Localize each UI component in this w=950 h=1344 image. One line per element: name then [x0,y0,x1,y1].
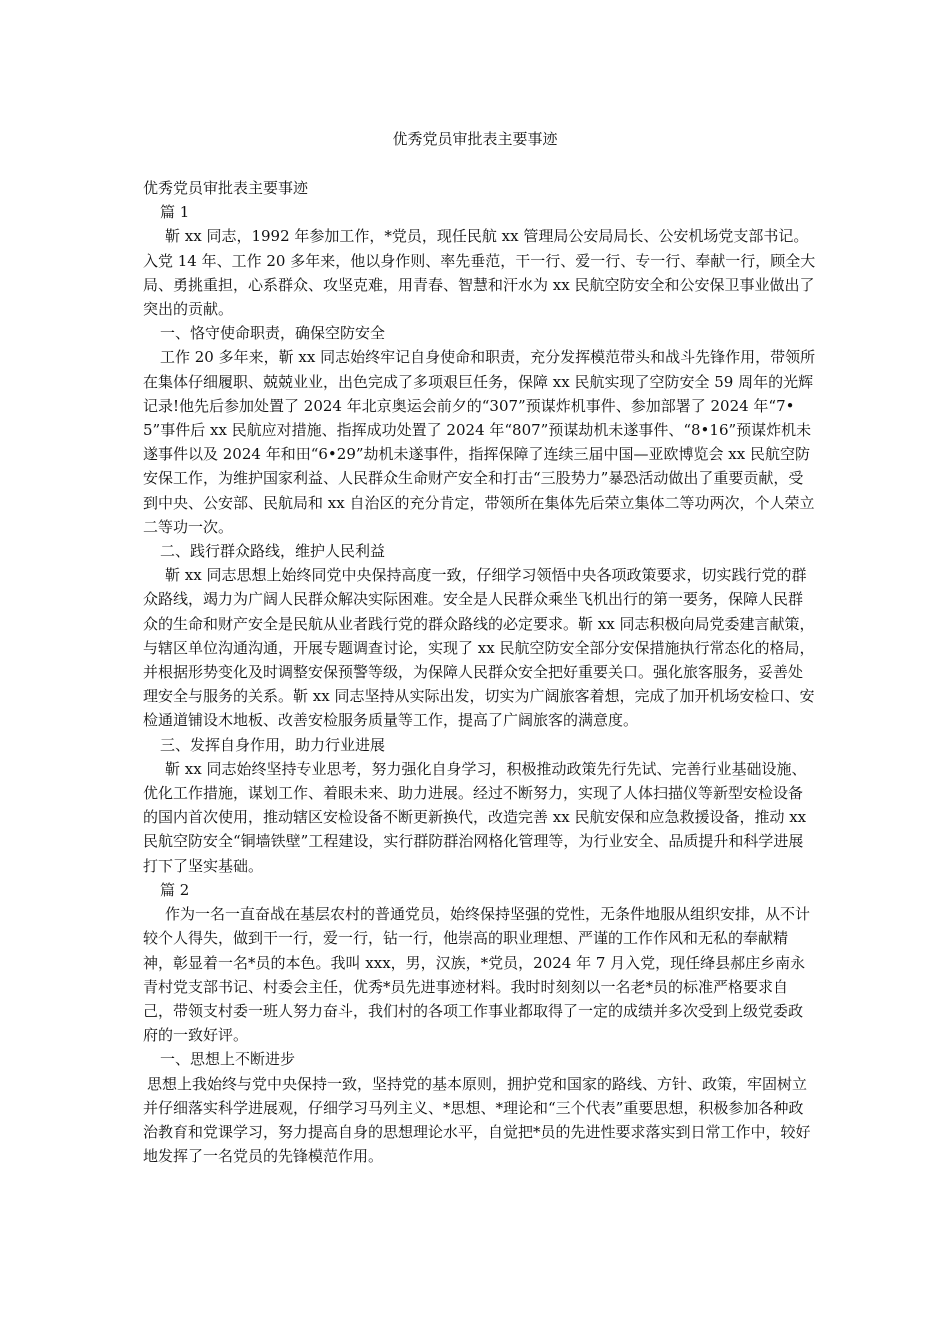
paragraph: 靳 xx 同志，1992 年参加工作，*党员，现任民航 xx 管理局公安局局长、公安机场党支部书记。入党 14 年、工作 20 多年来，他以身作则、率先垂范，干一行、爱一行、专一行、奉献一行，顾全大局、勇挑重担，心系群众、攻坚克难，用青春、智慧和汗水为 xx 民航空防安全和公安保卫事业做出了突出的贡献。 [143,227,816,319]
paragraph: 篇 1 [160,203,190,222]
paragraph: 思想上我始终与党中央保持一致，坚持党的基本原则，拥护党和国家的路线、方针、政策，牢固树立并仔细落实科学进展观，仔细学习马列主义、*思想、*理论和“三个代表”重要思想，积极参加各种政治教育和党课学习，努力提高自身的思想理论水平，自觉把*员的先进性要求落实到日常工作中，较好地发挥了一名党员的先锋模范作用。 [143,1074,811,1166]
paragraph: 靳 xx 同志始终坚持专业思考，努力强化自身学习，积极推动政策先行先试、完善行业基础设施、优化工作措施，谋划工作、着眼未来、助力进展。经过不断努力，实现了人体扫描仪等新型安检设备的国内首次使用，推动辖区安检设备不断更新换代，改造完善 xx 民航安保和应急救援设备，推动 xx 民航空防安全“铜墙铁壁”工程建设，实行群防群治网格化管理等，为行业安全、品质提升和科学进展打下了坚实基础。 [143,759,811,875]
paragraph: 三、发挥自身作用，助力行业进展 [160,735,386,754]
paragraph: 工作 20 多年来，靳 xx 同志始终牢记自身使命和职责，充分发挥模范带头和战斗先锋作用，带领所在集体仔细履职、兢兢业业，出色完成了多项艰巨任务，保障 xx 民航实现了空防安全 59 周年的光辉记录!他先后参加处置了 2024 年北京奥运会前夕的“307”预谋炸机事件、参加部署了 2024 年“7•5”事件后 xx 民航应对措施、指挥成功处置了 2024 年“807”预谋劫机未遂事件、“8•16”预谋炸机未遂事件以及 2024 年和田“6•29”劫机未遂事件，指挥保障了连续三届中国—亚欧博览会 xx 民航空防安保工作，为维护国家利益、人民群众生命财产安全和打击“三股势力”暴恐活动做出了重要贡献，受到中央、公安部、民航局和 xx 自治区的充分肯定，带领所在集体先后荣立集体二等功两次，个人荣立二等功一次。 [143,348,816,536]
paragraph: 二、践行群众路线，维护人民利益 [160,542,386,561]
paragraph: 作为一名一直奋战在基层农村的普通党员，始终保持坚强的党性，无条件地服从组织安排，从不计较个人得失，做到干一行，爱一行，钻一行，他崇高的职业理想、严谨的工作作风和无私的奉献精神，彰显着一名*员的本色。我叫 xxx，男，汉族，*党员，2024 年 7 月入党，现任绛县郝庄乡南永青村党支部书记、村委会主任，优秀*员先进事迹材料。我时时刻刻以一名老*员的标准严格要求自己，带领支村委一班人努力奋斗，我们村的各项工作事业都取得了一定的成绩并多次受到上级党委政府的一致好评。 [143,905,811,1045]
paragraph: 靳 xx 同志思想上始终同党中央保持高度一致，仔细学习领悟中央各项政策要求，切实践行党的群众路线，竭力为广阔人民群众解决实际困难。安全是人民群众乘坐飞机出行的第一要务，保障人民群众的生命和财产安全是民航从业者践行党的群众路线的必定要求。靳 xx 同志积极向局党委建言献策，与辖区单位沟通沟通，开展专题调查讨论，实现了 xx 民航空防安全部分安保措施执行常态化的格局，并根据形势变化及时调整安保预警等级，为保障人民群众安全把好重要关口。强化旅客服务，妥善处理安全与服务的关系。靳 xx 同志坚持从实际出发，切实为广阔旅客着想，完成了加开机场安检口、安检通道铺设木地板、改善安检服务质量等工作，提高了广阔旅客的满意度。 [143,566,815,730]
document-body [143,176,817,1168]
paragraph: 一、恪守使命职责，确保空防安全 [160,324,386,343]
paragraph: 篇 2 [160,880,190,899]
paragraph: 优秀党员审批表主要事迹 [143,179,309,197]
paragraph: 一、思想上不断进步 [160,1050,296,1069]
document-title: 优秀党员审批表主要事迹 [392,130,558,148]
